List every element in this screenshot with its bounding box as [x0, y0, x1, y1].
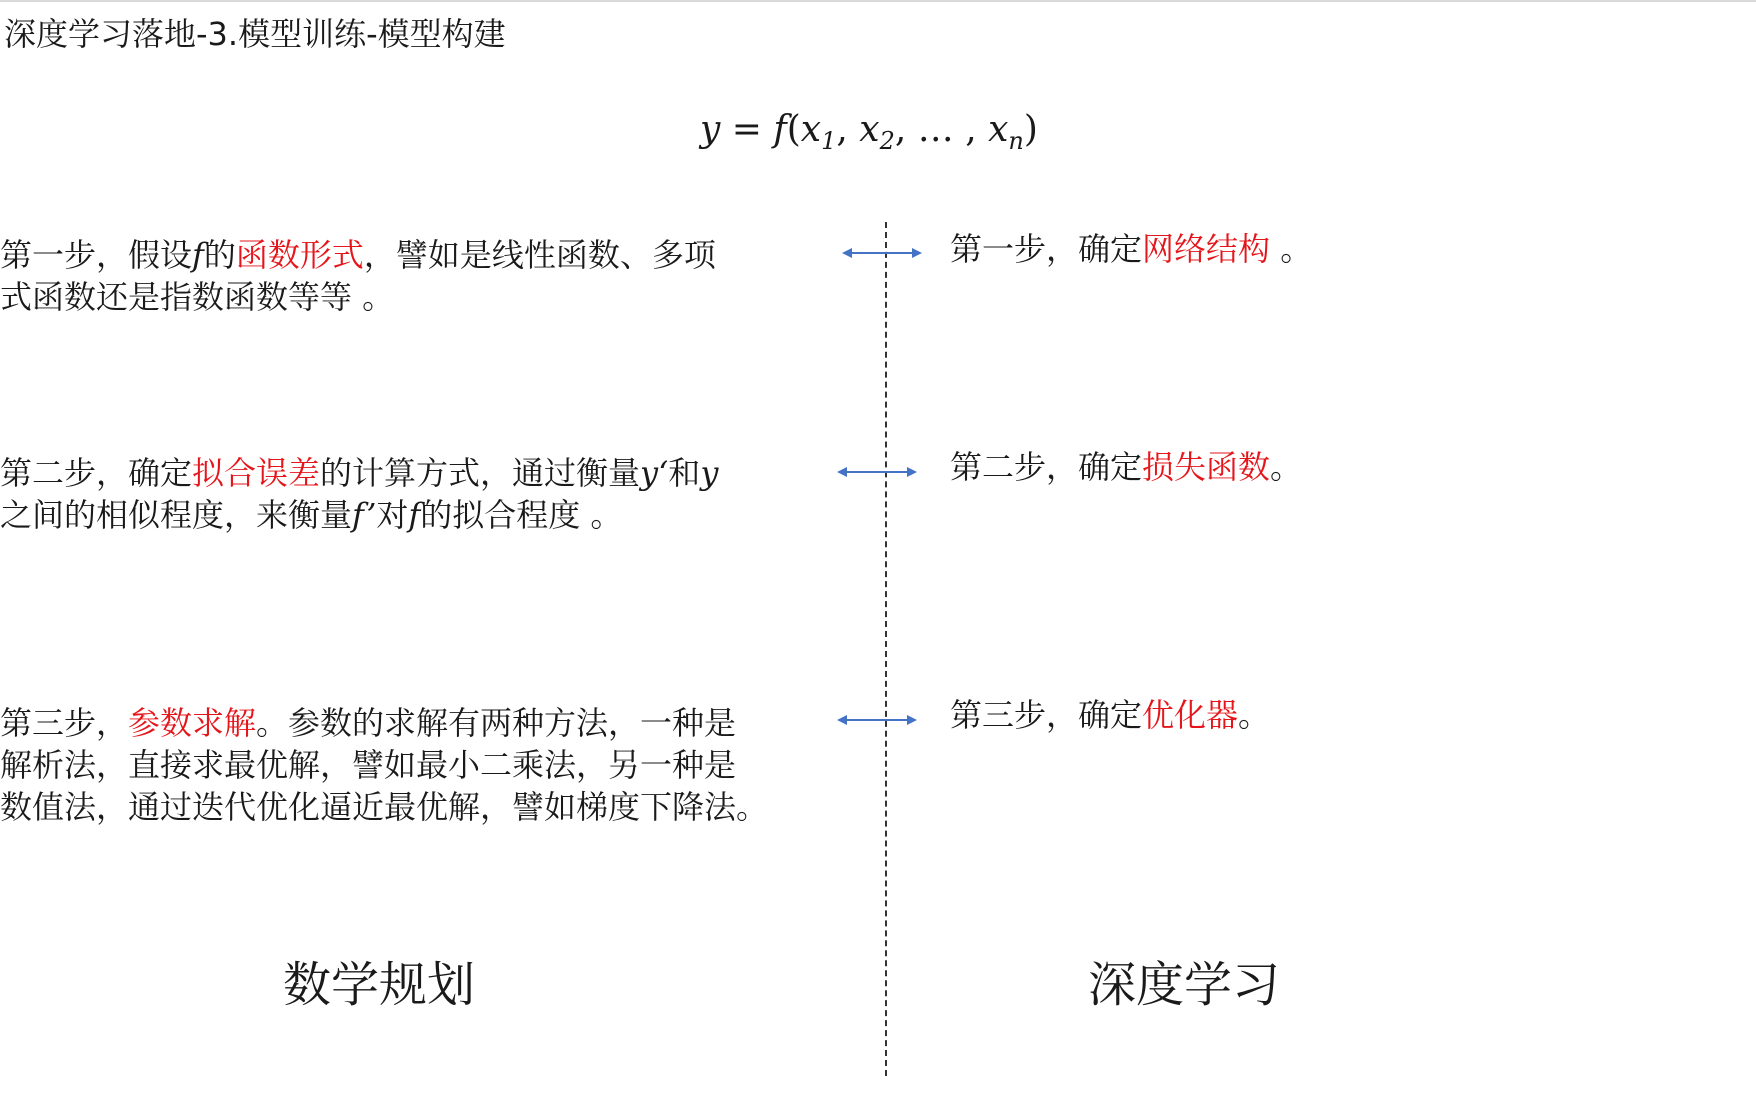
- formula-close-paren: ): [1023, 109, 1038, 150]
- model-formula: $y = f(x_1$, $x_2$, … , $x_n$): [700, 109, 1038, 156]
- column-label-math: 数学规划: [283, 957, 476, 1013]
- math-step-3-line-2: 解析法，直接求最优解，譬如最小二乘法，另一种是: [0, 746, 737, 784]
- highlight-optimizer: 优化器: [1142, 696, 1239, 734]
- highlight-param-solve: 参数求解: [128, 704, 257, 742]
- formula-y: y: [700, 109, 721, 150]
- formula-ellipsis: , … ,: [894, 109, 989, 150]
- formula-sub-n: n: [1008, 127, 1024, 156]
- math-step-1-line-2: 式函数还是指数函数等等 。: [0, 278, 395, 316]
- highlight-loss-function: 损失函数: [1142, 448, 1271, 486]
- formula-x1: x: [800, 109, 822, 150]
- math-step-3-line-1: 第三步，参数求解。参数的求解有两种方法，一种是: [0, 704, 737, 742]
- math-step-3: [0, 702, 860, 828]
- highlight-network-structure: 网络结构: [1142, 230, 1271, 268]
- var-f: f: [192, 236, 204, 274]
- dl-step-1: 第一步，确定网络结构 。: [950, 230, 1313, 268]
- formula-open-paren: (: [786, 109, 801, 150]
- math-step-1: [0, 234, 860, 318]
- formula-sub-2: 2: [879, 127, 895, 156]
- math-step-2: [0, 452, 860, 536]
- formula-xn: x: [988, 109, 1009, 150]
- dl-step-3: 第三步，确定优化器。: [950, 696, 1271, 734]
- var-y: y: [700, 454, 719, 492]
- top-border: [0, 0, 1756, 2]
- double-arrow-icon: [842, 243, 922, 263]
- var-f: f: [408, 496, 421, 534]
- double-arrow-icon: [837, 462, 917, 482]
- column-label-deep-learning: 深度学习: [1088, 957, 1281, 1013]
- double-arrow-icon: [837, 710, 917, 730]
- formula-equals: =: [720, 109, 774, 150]
- var-f-prime: f’: [352, 496, 377, 534]
- dl-step-2: 第二步，确定损失函数。: [950, 448, 1303, 486]
- slide-title: 深度学习落地-3.模型训练-模型构建: [4, 15, 506, 53]
- highlight-function-form: 函数形式: [235, 236, 364, 274]
- formula-sub-1: 1: [821, 127, 837, 156]
- formula-f: f: [773, 109, 787, 150]
- formula-x2: x: [859, 109, 880, 150]
- highlight-fit-error: 拟合误差: [192, 454, 321, 492]
- math-step-1-line-1: 第一步，假设f的函数形式，譬如是线性函数、多项: [0, 236, 716, 274]
- math-step-2-line-1: 第二步，确定拟合误差的计算方式，通过衡量y‘和y: [0, 454, 719, 492]
- math-step-2-line-2: 之间的相似程度，来衡量f’对f的拟合程度 。: [0, 496, 623, 534]
- var-y-prime: y‘: [640, 454, 669, 492]
- math-step-3-line-3: 数值法，通过迭代优化逼近最优解，譬如梯度下降法。: [0, 788, 769, 826]
- column-divider: [885, 222, 887, 1076]
